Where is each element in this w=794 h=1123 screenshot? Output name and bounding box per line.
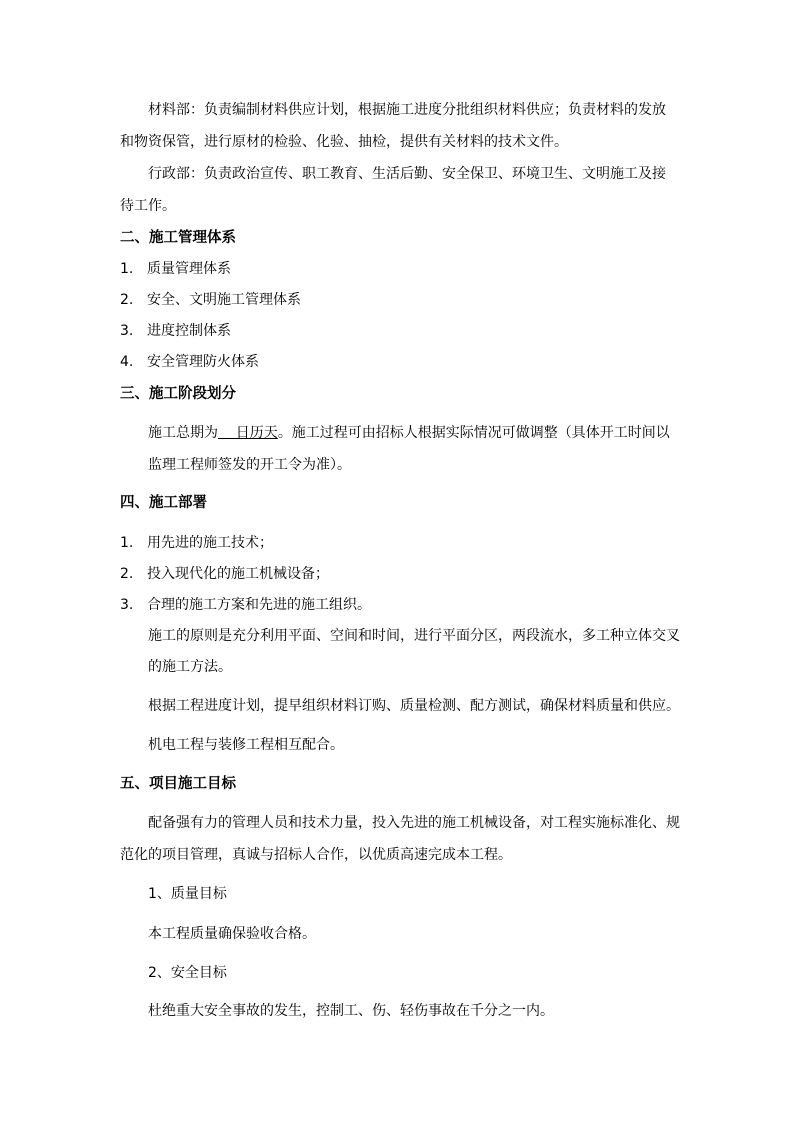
quality-goal-title: 1、质量目标 [148,886,227,902]
list-item [120,259,231,279]
principle-paragraph-line-2: 的施工方法。 [148,659,232,675]
list-number: 3. [120,597,134,613]
period-prefix: 施工总期为 [148,425,218,441]
section-4-heading: 四、施工部署 [120,495,207,511]
list-text: 投入现代化的施工机械设备； [147,566,329,582]
materials-paragraph-line-1: 材料部：负责编制材料供应计划，根据施工进度分批组织材料供应；负责材料的发放 [148,102,666,118]
period-days-blank: 日历天 [218,425,278,441]
list-number: 4. [120,354,134,370]
period-suffix: 。施工过程可由招标人根据实际情况可做调整（具体开工时间以 [277,425,670,441]
list-item [120,533,273,553]
period-paragraph-line-1 [148,423,670,443]
list-text: 安全管理防火体系 [147,354,259,370]
list-item [120,564,329,584]
list-text: 进度控制体系 [147,323,231,339]
list-item [120,290,301,310]
safety-goal-title: 2、安全目标 [148,965,227,981]
admin-paragraph-line-2: 待工作。 [120,198,176,214]
principle-paragraph-line-1: 施工的原则是充分利用平面、空间和时间，进行平面分区，两段流水，多工种立体交叉 [148,628,680,644]
goals-intro-line-1: 配备强有力的管理人员和技术力量，投入先进的施工机械设备，对工程实施标准化、规 [148,815,680,831]
list-number: 3. [120,323,134,339]
list-item [120,595,371,615]
section-3-heading: 三、施工阶段划分 [120,386,236,402]
period-paragraph-line-2: 监理工程师签发的开工令为准）。 [148,457,351,473]
list-text: 合理的施工方案和先进的施工组织。 [147,597,371,613]
quality-goal-text: 本工程质量确保验收合格。 [148,926,316,942]
list-text: 用先进的施工技术； [147,535,273,551]
list-number: 1. [120,535,134,551]
materials-paragraph-line-2: 和物资保管，进行原材的检验、化验、抽检，提供有关材料的技术文件。 [120,134,568,150]
section-2-heading: 二、施工管理体系 [120,230,236,246]
list-number: 2. [120,566,134,582]
list-item [120,321,231,341]
list-text: 质量管理体系 [147,261,231,277]
admin-paragraph-line-1: 行政部：负责政治宣传、职工教育、生活后勤、安全保卫、环境卫生、文明施工及接 [148,166,666,182]
list-text: 安全、文明施工管理体系 [147,292,301,308]
goals-intro-line-2: 范化的项目管理，真诚与招标人合作，以优质高速完成本工程。 [120,847,512,863]
list-number: 1. [120,261,134,277]
safety-goal-text: 杜绝重大安全事故的发生，控制工、伤、轻伤事故在千分之一内。 [148,1003,554,1019]
list-number: 2. [120,292,134,308]
section-5-heading: 五、项目施工目标 [120,776,236,792]
coop-paragraph: 机电工程与装修工程相互配合。 [148,737,344,753]
list-item [120,352,259,372]
plan-paragraph: 根据工程进度计划，提早组织材料订购、质量检测、配方测试，确保材料质量和供应。 [148,698,680,714]
